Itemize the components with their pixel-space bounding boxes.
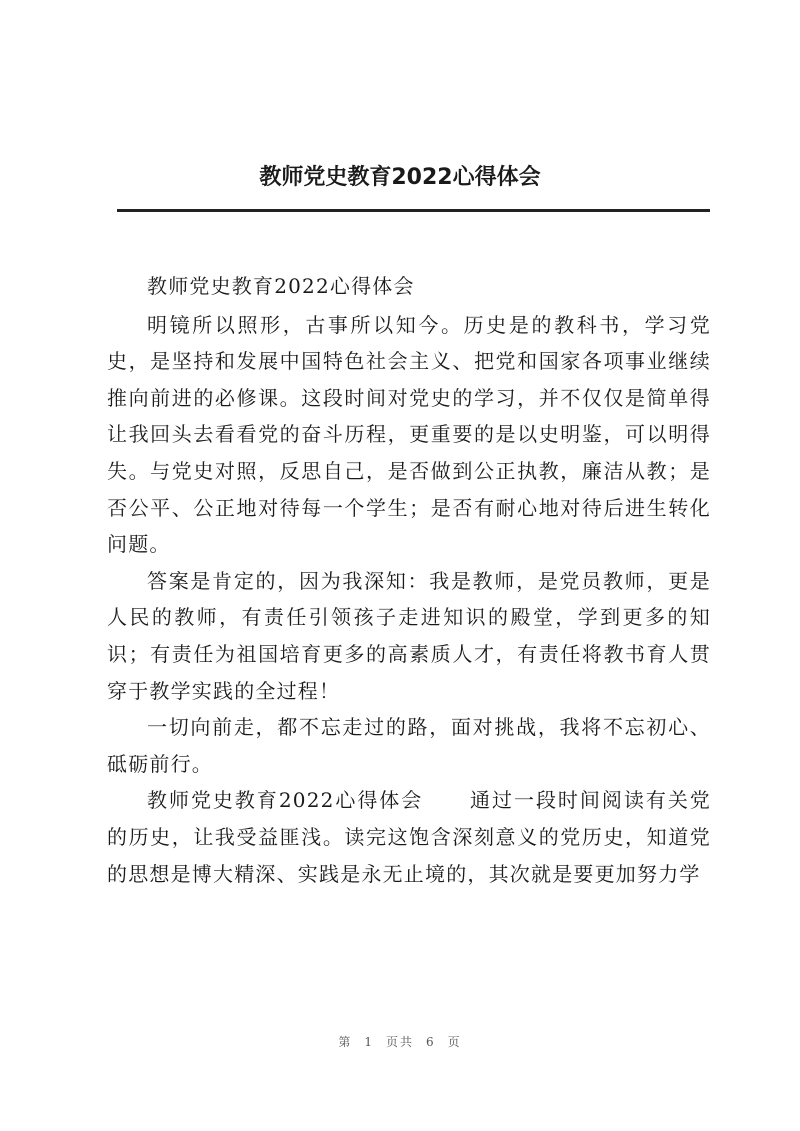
paragraph-lead: 教师党史教育2022心得体会 [147, 788, 424, 813]
footer-suffix: 页 [447, 1035, 462, 1049]
paragraph: 一切向前走，都不忘走过的路，面对挑战，我将不忘初心、砥砺前行。 [107, 715, 711, 776]
page-title: 教师党史教育2022心得体会 [259, 165, 541, 190]
footer-total-pages: 6 [426, 1035, 436, 1049]
page-footer [0, 1033, 800, 1050]
footer-page-number: 1 [364, 1035, 374, 1049]
paragraph [107, 782, 711, 892]
footer-middle: 页共 [385, 1035, 414, 1049]
title-divider [117, 209, 710, 212]
paragraph-heading: 教师党史教育2022心得体会 [147, 274, 415, 298]
footer-prefix: 第 [338, 1035, 353, 1049]
document-body [107, 268, 711, 892]
paragraph-body: 通过一段时间阅读有关党的历史，让我受益匪浅。读完这饱含深刻意义的党历史，知道党的思想是博大精深、实践是永无止境的，其次就是要更加努力学 [107, 788, 711, 886]
paragraph: 明镜所以照形，古事所以知今。历史是的教科书，学习党史，是坚持和发展中国特色社会主义、把党和国家各项事业继续推向前进的必修课。这段时间对党史的学习，并不仅仅是简单得让我回头去看看党的奋斗历程，更重要的是以史明鉴，可以明得失。与党史对照，反思自己，是否做到公正执教，廉洁从教；是否公平、公正地对待每一个学生；是否有耐心地对待后进生转化问题。 [107, 312, 711, 557]
paragraph: 答案是肯定的，因为我深知：我是教师，是党员教师，更是人民的教师，有责任引领孩子走进知识的殿堂，学到更多的知识；有责任为祖国培育更多的高素质人才，有责任将教书育人贯穿于教学实践的全过程！ [107, 568, 711, 703]
